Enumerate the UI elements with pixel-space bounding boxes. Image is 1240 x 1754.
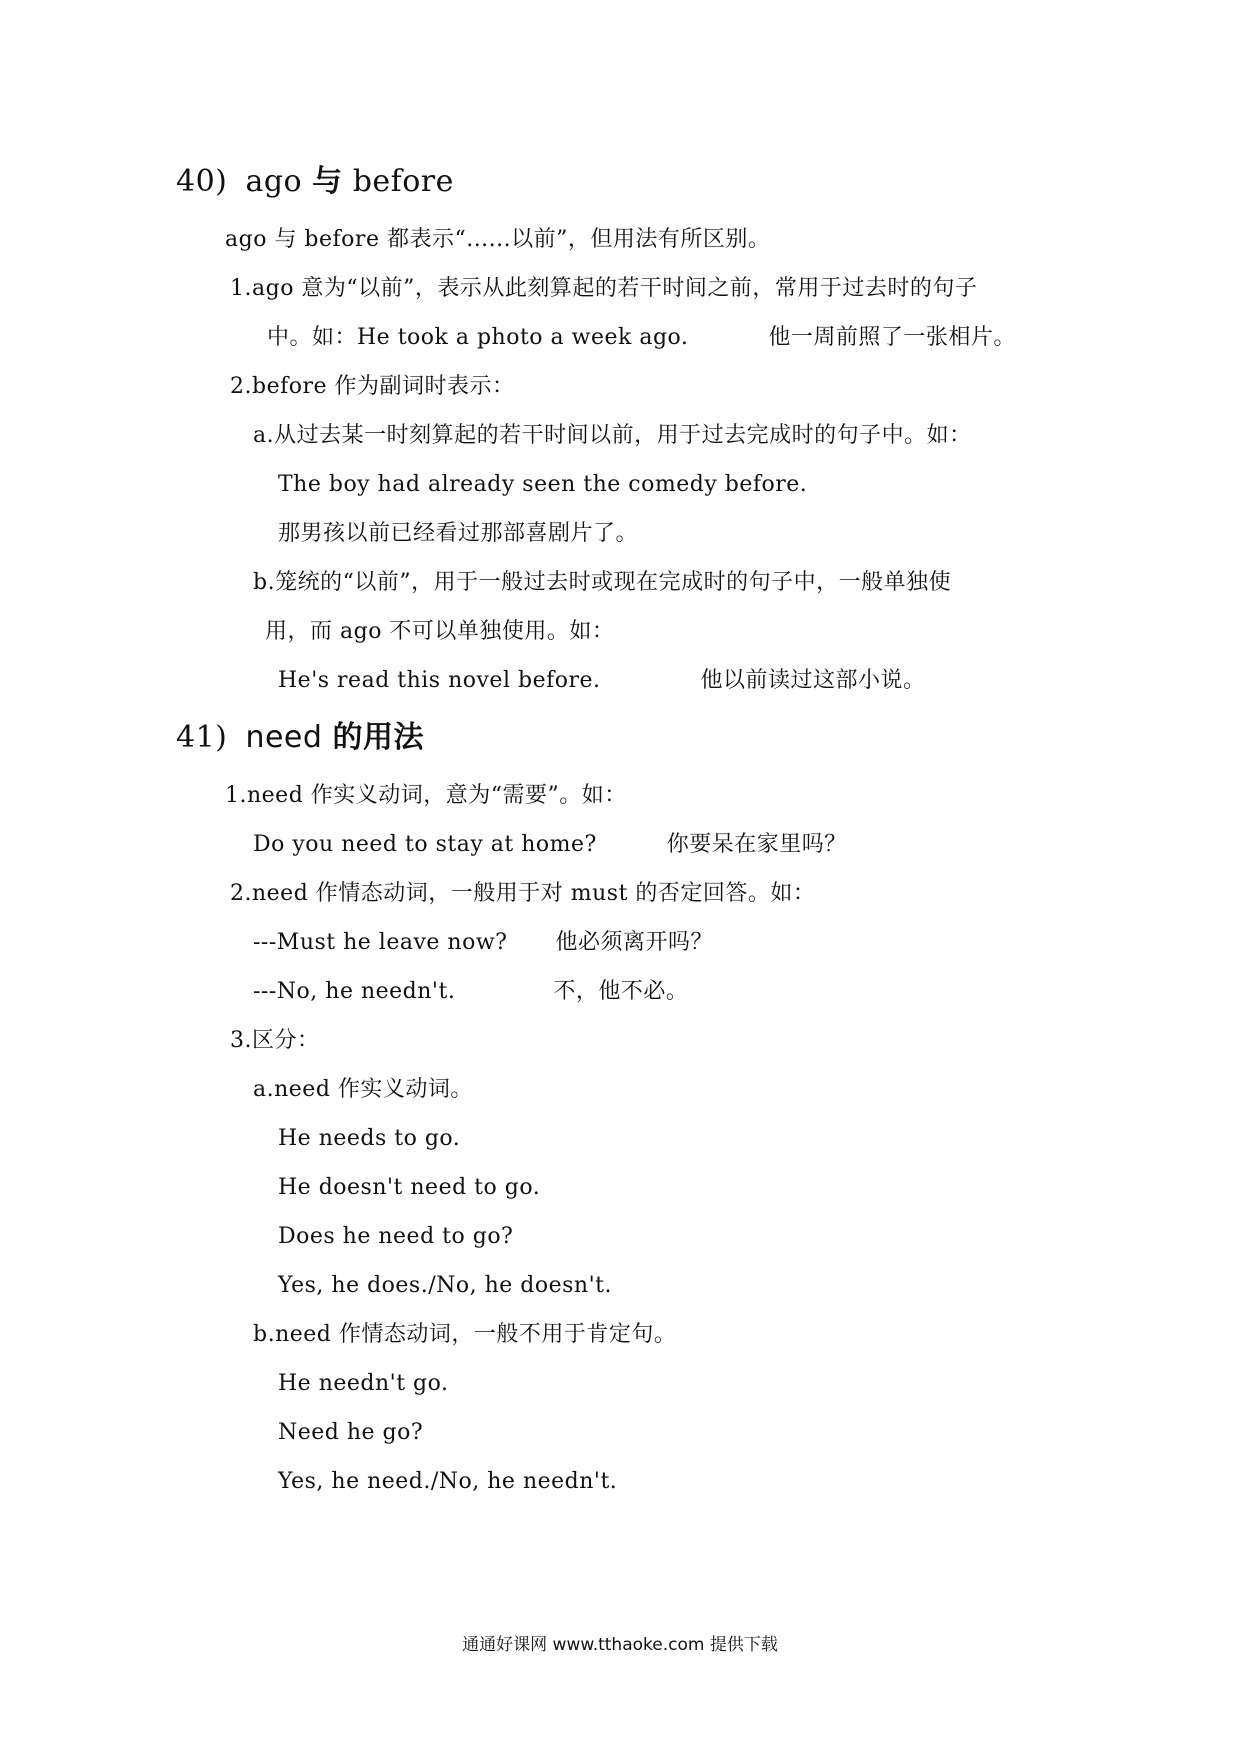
section-40-point-2b-example <box>278 666 926 696</box>
section-41-title-usage: 的用法 <box>332 720 424 755</box>
section-40-point-2a-example-en: The boy had already seen the comedy before. <box>278 472 808 497</box>
section-41-title-need: need <box>245 720 323 755</box>
section-40-number: 40) <box>176 164 228 199</box>
section-41-point-2-question-zh: 他必须离开吗？ <box>555 930 713 955</box>
section-41-point-3a-heading: a.need 作实义动词。 <box>253 1077 473 1102</box>
section-40-point-2b-line-2: 用，而 ago 不可以单独使用。如： <box>265 619 615 644</box>
section-41-point-2-answer-zh: 不，他不必。 <box>553 979 689 1004</box>
section-41-point-3-heading: 3.区分： <box>230 1028 320 1053</box>
section-41-point-2-answer-en: ---No, he needn't. <box>253 979 456 1004</box>
section-41-point-3b-example-3: Yes, he need./No, he needn't. <box>278 1469 618 1494</box>
section-41-point-1-example <box>253 830 847 860</box>
section-41-title <box>176 719 424 757</box>
page-footer: 通通好课网 www.tthaoke.com 提供下载 <box>462 1635 778 1655</box>
section-41-point-3b-example-1: He needn't go. <box>278 1371 449 1396</box>
section-41-number: 41) <box>176 720 228 755</box>
section-40-title-ago: ago <box>245 164 303 199</box>
section-41-point-3b-example-2: Need he go? <box>278 1420 424 1445</box>
section-41-point-2-heading: 2.need 作情态动词，一般用于对 must 的否定回答。如： <box>230 881 816 906</box>
section-40-intro: ago 与 before 都表示“......以前”，但用法有所区别。 <box>225 227 771 252</box>
section-41-point-3a-example-3: Does he need to go? <box>278 1224 514 1249</box>
section-40-point-2-heading: 2.before 作为副词时表示： <box>230 374 515 399</box>
section-40-title-before: before <box>352 164 454 199</box>
section-40-point-1-line-2 <box>267 323 1016 353</box>
section-41-point-1-example-zh: 你要呆在家里吗？ <box>666 832 847 857</box>
section-41-point-2-question-en: ---Must he leave now? <box>253 930 508 955</box>
section-41-point-3a-example-1: He needs to go. <box>278 1126 461 1151</box>
section-40-point-1-line-1: 1.ago 意为“以前”，表示从此刻算起的若干时间之前，常用于过去时的句子 <box>230 276 978 301</box>
section-41-point-3a-example-4: Yes, he does./No, he doesn't. <box>278 1273 612 1298</box>
section-41-point-1-heading: 1.need 作实义动词，意为“需要”。如： <box>225 783 627 808</box>
section-40-title-connector: 与 <box>312 164 343 199</box>
section-41-point-2-question <box>253 928 713 958</box>
section-41-point-2-answer <box>253 977 688 1007</box>
section-41-point-1-example-en: Do you need to stay at home? <box>253 832 597 857</box>
section-40-point-1-example-zh: 他一周前照了一张相片。 <box>768 325 1016 350</box>
section-40-point-2b-line-1: b.笼统的“以前”，用于一般过去时或现在完成时的句子中，一般单独使 <box>253 570 952 595</box>
section-40-point-2b-example-zh: 他以前读过这部小说。 <box>700 668 926 693</box>
section-40-point-1-example-en: 中。如：He took a photo a week ago. <box>267 325 689 350</box>
section-40-title <box>176 163 454 201</box>
section-40-point-2a-example-zh: 那男孩以前已经看过那部喜剧片了。 <box>278 521 639 546</box>
section-40-point-2a: a.从过去某一时刻算起的若干时间以前，用于过去完成时的句子中。如： <box>253 423 972 448</box>
section-40-point-2b-example-en: He's read this novel before. <box>278 668 601 693</box>
section-41-point-3b-heading: b.need 作情态动词，一般不用于肯定句。 <box>253 1322 677 1347</box>
section-41-point-3a-example-2: He doesn't need to go. <box>278 1175 541 1200</box>
